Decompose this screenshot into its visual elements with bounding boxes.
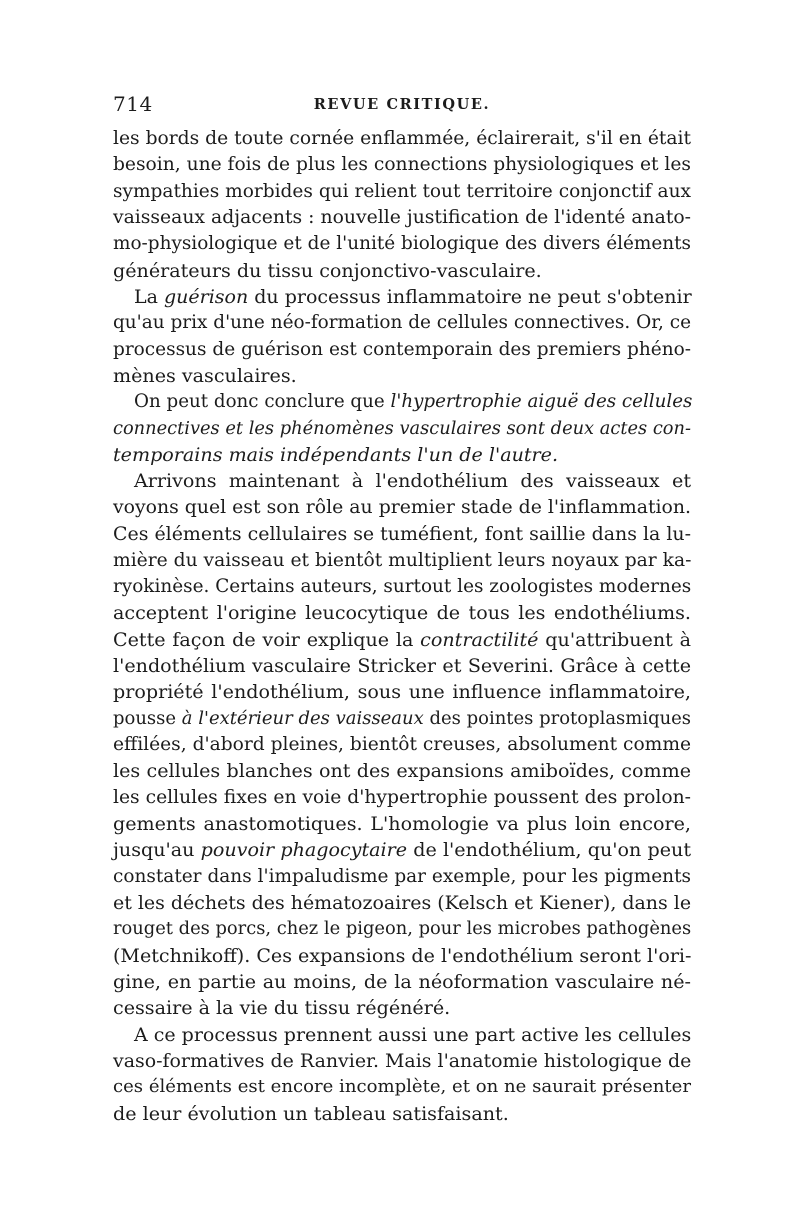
- text-line: les bords de toute cornée enflammée, éclairerait, s'il en était: [113, 128, 691, 149]
- text-line: et les déchets des hématozoaires (Kelsch et Kiener), dans le: [113, 891, 692, 914]
- text-line: [113, 706, 691, 732]
- text-line: [113, 416, 691, 442]
- text-segment: jusqu'au: [113, 838, 201, 862]
- text-line: rouget des porcs, chez le pigeon, pour les microbes pathogènes: [113, 918, 692, 940]
- text-line: [113, 442, 691, 468]
- text-line: qu'au prix d'une néo-formation de cellules connectives. Or, ce: [113, 312, 691, 334]
- text-line: sympathies morbides qui relient tout territoire conjonctif aux: [113, 180, 691, 202]
- text-line: [113, 389, 691, 415]
- text-segment: de l'endothélium, qu'on peut: [407, 838, 691, 862]
- text-line: mènes vasculaires.: [113, 364, 297, 388]
- italic-text: guérison: [163, 286, 249, 309]
- document-page: [113, 92, 691, 1172]
- text-line: vaso-formatives de Ranvier. Mais l'anatomie histologique de: [113, 1050, 692, 1073]
- text-segment: du processus inflammatoire ne peut s'obtenir: [248, 286, 692, 309]
- text-segment: pousse: [113, 707, 182, 729]
- text-line: Ces éléments cellulaires se tuméfient, font saillie dans la lu-: [113, 523, 691, 546]
- italic-text: l'hypertrophie aiguë des cellules: [390, 391, 693, 413]
- text-line: l'endothélium vasculaire Stricker et Severini. Grâce à cette: [113, 653, 691, 677]
- paragraph: [113, 126, 691, 284]
- text-line: processus de guérison est contemporain des premiers phéno-: [113, 338, 691, 360]
- text-segment: qu'attribuent à: [538, 627, 692, 651]
- body-text: [113, 126, 691, 1127]
- text-line: propriété l'endothélium, sous une influence inflammatoire,: [113, 680, 691, 704]
- paragraph: [113, 389, 691, 468]
- paragraph: [113, 1022, 691, 1127]
- text-line: vaisseaux adjacents : nouvelle justification de l'identé anato-: [113, 207, 691, 229]
- text-segment: Cette façon de voir explique la: [113, 627, 421, 651]
- text-line: gine, en partie au moins, de la néoformation vasculaire né-: [113, 970, 691, 993]
- text-line: [113, 627, 691, 653]
- italic-text: pouvoir phagocytaire: [200, 838, 408, 862]
- text-line: voyons quel est son rôle au premier stade de l'inflammation.: [113, 496, 691, 518]
- text-line: gements anastomotiques. L'homologie va plus loin encore,: [113, 811, 691, 835]
- text-line: acceptent l'origine leucocytique de tous les endothéliums.: [113, 601, 691, 625]
- text-line: ryokinèse. Certains auteurs, surtout les zoologistes modernes: [113, 575, 692, 597]
- text-line: générateurs du tissu conjonctivo-vasculaire.: [113, 258, 542, 282]
- italic-text: contractilité: [420, 627, 539, 651]
- page-header: [113, 92, 691, 126]
- text-line: de leur évolution un tableau satisfaisant.: [113, 1101, 509, 1125]
- text-line: (Metchnikoff). Ces expansions de l'endothélium seront l'ori-: [113, 944, 692, 967]
- text-line: effilées, d'abord pleines, bientôt creuses, absolument comme: [113, 733, 691, 755]
- text-line: constater dans l'impaludisme par exemple, pour les pigments: [113, 865, 691, 887]
- text-segment: On peut donc conclure que: [134, 391, 391, 413]
- text-line: [113, 837, 691, 863]
- text-line: les cellules blanches ont des expansions amiboïdes, comme: [113, 759, 691, 783]
- italic-text: temporains mais indépendants l'un de l'autre.: [113, 443, 559, 467]
- text-line: Arrivons maintenant à l'endothélium des vaisseaux et: [134, 469, 691, 493]
- paragraph: [113, 284, 691, 389]
- running-title: REVUE CRITIQUE.: [313, 96, 491, 113]
- text-line: [113, 284, 691, 310]
- text-line: les cellules fixes en voie d'hypertrophie poussent des prolon-: [113, 786, 691, 808]
- text-line: cessaire à la vie du tissu régénéré.: [113, 996, 451, 1020]
- text-line: ces éléments est encore incomplète, et on ne saurait présenter: [113, 1076, 691, 1098]
- text-line: mière du vaisseau et bientôt multiplient leurs noyaux par ka-: [113, 549, 692, 571]
- italic-text: à l'extérieur des vaisseaux: [181, 707, 424, 729]
- text-segment: des pointes protoplasmiques: [423, 707, 691, 729]
- italic-text: connectives et les phénomènes vasculaires sont deux actes con-: [113, 417, 691, 439]
- page-number: 714: [113, 92, 153, 116]
- paragraph: [113, 468, 691, 1021]
- text-line: besoin, une fois de plus les connections physiologiques et les: [113, 154, 691, 176]
- text-line: mo-physiologique et de l'unité biologique des divers éléments: [113, 233, 691, 255]
- text-segment: La: [134, 286, 164, 309]
- text-line: A ce processus prennent aussi une part active les cellules: [134, 1023, 692, 1046]
